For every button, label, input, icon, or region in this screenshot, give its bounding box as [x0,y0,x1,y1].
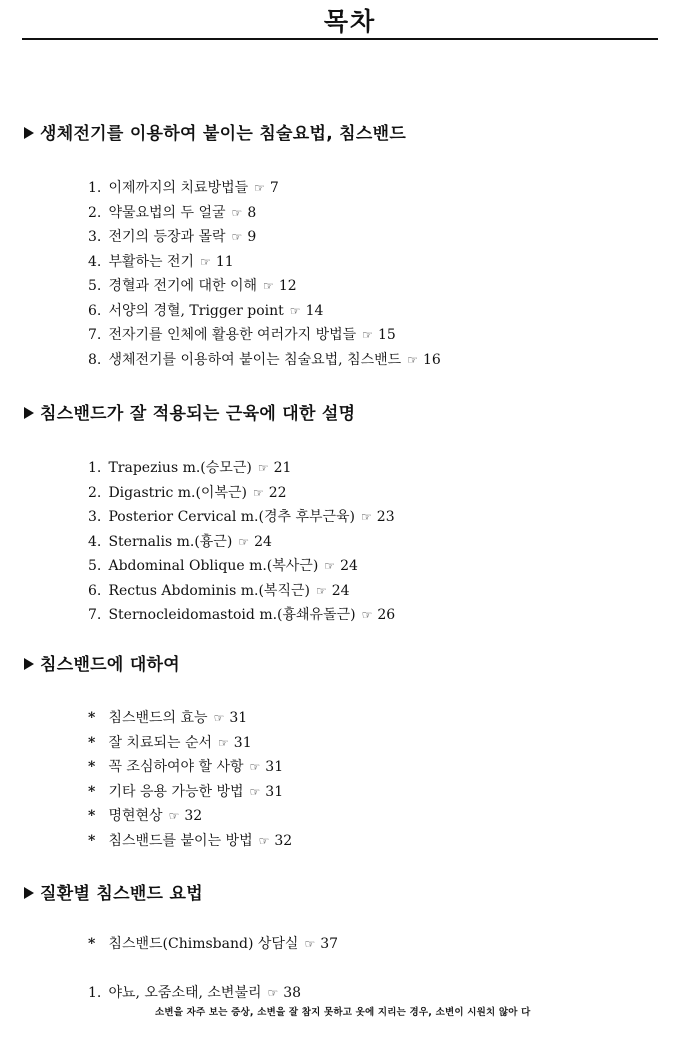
toc-list-section-3 [88,706,292,853]
item-number: 2. [88,484,102,501]
bullet-star: * [88,808,96,824]
item-number: 3. [88,229,102,245]
pointing-hand-icon: ☞ [200,254,211,269]
item-title: 서양의 경혈, Trigger point [108,302,284,319]
item-page-number: 37 [320,936,339,952]
pointing-hand-icon: ☞ [168,809,180,823]
bullet-star: * [88,936,96,952]
item-description: 소변을 자주 보는 증상, 소변을 잘 참지 못하고 옷에 지리는 경우, 소변이 시원치 않아 다 [155,1007,531,1018]
toc-list-section-4a [88,932,338,957]
pointing-hand-icon: ☞ [257,461,269,475]
item-page-number: 16 [422,351,441,368]
toc-item[interactable] [88,706,292,731]
page-title: 목차 [323,7,377,36]
item-title: 명현현상 [108,808,163,824]
pointing-hand-icon: ☞ [254,181,265,195]
section-heading-text: 질환별 침스밴드 요법 [40,884,203,904]
pointing-hand-icon: ☞ [361,510,372,524]
triangle-marker-icon [24,127,34,139]
item-title: Rectus Abdominis m.(복직근) [108,582,310,599]
item-number: 5. [88,558,102,574]
item-number: 3. [88,509,102,525]
pointing-hand-icon: ☞ [267,986,279,1000]
item-page-number: 24 [254,533,272,550]
bullet-star: * [88,734,96,751]
toc-item[interactable] [88,505,395,530]
item-title: Abdominal Oblique m.(복사근) [108,558,319,574]
item-number: 2. [88,204,102,221]
item-page-number: 32 [184,808,203,824]
item-page-number: 24 [331,582,350,599]
item-page-number: 22 [268,484,287,501]
section-heading [24,883,203,905]
pointing-hand-icon: ☞ [238,534,250,549]
item-page-number: 31 [265,783,284,800]
toc-item[interactable] [88,481,395,506]
toc-item[interactable] [88,530,395,555]
toc-item[interactable] [88,176,441,201]
item-number: 8. [88,351,102,368]
toc-list-section-1 [88,176,441,372]
item-number: 4. [88,253,102,270]
toc-item[interactable] [88,579,395,604]
item-page-number: 9 [247,229,257,245]
pointing-hand-icon: ☞ [407,352,418,367]
toc-item[interactable] [88,456,395,481]
item-title: 야뇨, 오줌소태, 소변불리 [108,985,262,1001]
pointing-hand-icon: ☞ [304,937,316,951]
item-page-number: 7 [269,180,279,196]
item-page-number: 24 [340,558,358,574]
triangle-marker-icon [24,658,34,670]
item-page-number: 31 [265,759,284,775]
item-title: 침스밴드의 효능 [108,710,208,726]
item-title: Trapezius m.(승모근) [108,460,252,476]
pointing-hand-icon: ☞ [361,608,373,622]
item-page-number: 8 [247,204,257,221]
toc-item[interactable] [88,780,292,805]
pointing-hand-icon: ☞ [218,735,229,750]
toc-list-section-2 [88,456,395,628]
item-title: 꼭 조심하여야 할 사항 [108,759,244,775]
pointing-hand-icon: ☞ [315,583,327,598]
item-number: 5. [88,278,102,294]
pointing-hand-icon: ☞ [263,279,274,293]
item-page-number: 31 [233,734,252,751]
toc-item[interactable] [88,299,441,324]
item-title: 전기의 등장과 몰락 [108,229,226,245]
item-number: 7. [88,327,102,343]
toc-item[interactable] [88,731,292,756]
toc-item[interactable] [88,201,441,226]
bullet-star: * [88,832,96,849]
item-page-number: 21 [273,460,292,476]
toc-item[interactable] [88,603,395,628]
toc-item[interactable] [88,225,441,250]
toc-list-section-4b [88,981,301,1006]
section-heading [24,403,355,425]
pointing-hand-icon: ☞ [249,760,261,774]
item-number: 1. [88,460,102,476]
toc-item[interactable] [88,755,292,780]
item-title: 경혈과 전기에 대한 이해 [108,278,258,294]
item-title: 이제까지의 치료방법들 [108,180,249,196]
toc-item[interactable] [88,932,338,957]
toc-item[interactable] [88,829,292,854]
item-number: 1. [88,180,102,196]
section-heading-text: 침스밴드에 대하여 [40,655,180,675]
item-title: 잘 치료되는 순서 [108,734,213,751]
section-heading-text: 생체전기를 이용하여 붙이는 침술요법, 침스밴드 [40,124,407,144]
item-number: 7. [88,607,102,623]
item-title: 전자기를 인체에 활용한 여러가지 방법들 [108,327,357,343]
item-page-number: 38 [283,985,302,1001]
item-number: 6. [88,302,102,319]
toc-item[interactable] [88,804,292,829]
toc-item[interactable] [88,554,395,579]
item-page-number: 26 [377,607,396,623]
bullet-star: * [88,783,96,800]
pointing-hand-icon: ☞ [213,711,225,725]
toc-item[interactable] [88,250,441,275]
item-title: 침스밴드(Chimsband) 상담실 [108,936,299,952]
item-number: 1. [88,985,102,1001]
title-underline [22,38,658,40]
item-title: 생체전기를 이용하여 붙이는 침술요법, 침스밴드 [108,351,402,368]
item-title: 약물요법의 두 얼굴 [108,204,226,221]
item-page-number: 32 [274,832,293,849]
section-heading [24,123,406,145]
item-page-number: 23 [376,509,395,525]
item-page-number: 14 [305,302,324,319]
pointing-hand-icon: ☞ [249,784,261,799]
pointing-hand-icon: ☞ [289,303,301,318]
item-title: Digastric m.(이복근) [108,484,247,501]
pointing-hand-icon: ☞ [231,205,243,220]
bullet-star: * [88,710,96,726]
item-title: Sternocleidomastoid m.(흉쇄유돌근) [108,607,356,623]
triangle-marker-icon [24,887,34,899]
item-number: 4. [88,533,102,550]
pointing-hand-icon: ☞ [258,833,270,848]
item-title: 부활하는 전기 [108,253,195,270]
section-heading-text: 침스밴드가 잘 적용되는 근육에 대한 설명 [40,404,356,424]
pointing-hand-icon: ☞ [362,328,373,342]
item-page-number: 12 [278,278,297,294]
toc-item[interactable] [88,981,301,1006]
pointing-hand-icon: ☞ [252,485,264,500]
bullet-star: * [88,759,96,775]
pointing-hand-icon: ☞ [231,230,243,244]
item-title: Posterior Cervical m.(경추 후부근육) [108,509,356,525]
triangle-marker-icon [24,407,34,419]
toc-item[interactable] [88,274,441,299]
item-number: 6. [88,582,102,599]
item-page-number: 15 [377,327,396,343]
item-page-number: 11 [215,253,234,270]
pointing-hand-icon: ☞ [324,559,336,573]
item-title: 침스밴드를 붙이는 방법 [108,832,253,849]
toc-item[interactable] [88,323,441,348]
item-title: 기타 응용 가능한 방법 [108,783,244,800]
item-title: Sternalis m.(흉근) [108,533,233,550]
toc-item[interactable] [88,348,441,373]
item-page-number: 31 [229,710,248,726]
section-heading [24,654,180,676]
